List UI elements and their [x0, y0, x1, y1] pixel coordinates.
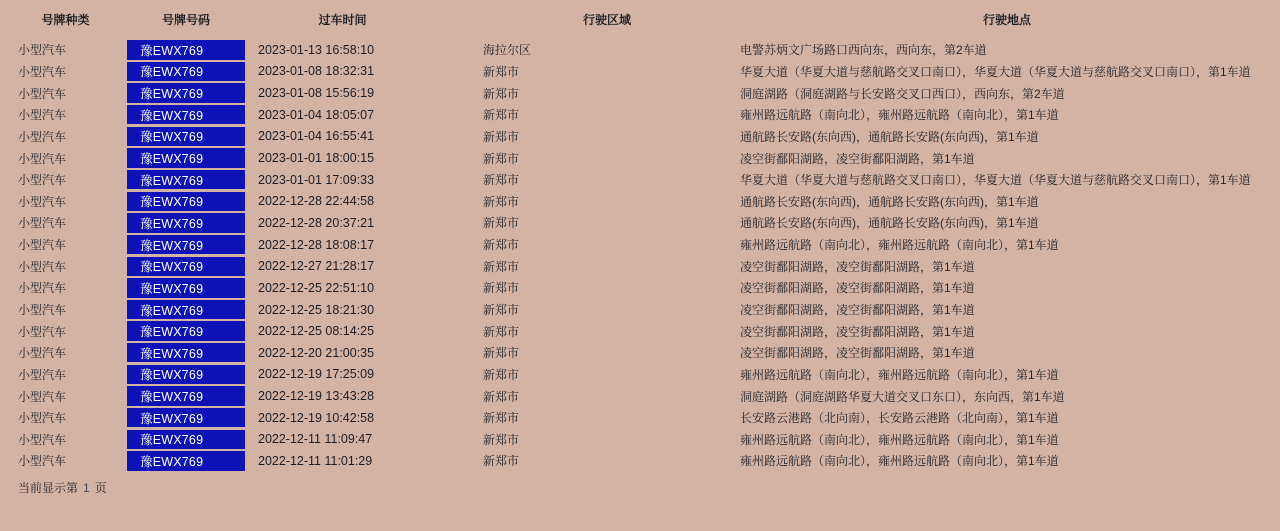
plate-number-cell [127, 342, 245, 364]
plate-type-cell: 小型汽车 [18, 432, 67, 447]
plate-type-cell: 小型汽车 [18, 129, 67, 144]
pass-time-cell: 2022-12-28 18:08:17 [258, 237, 375, 252]
pass-time-cell: 2023-01-01 18:00:15 [258, 151, 375, 166]
plate-type-cell: 小型汽车 [18, 389, 67, 404]
plate-type-cell: 小型汽车 [18, 43, 67, 58]
location-cell: 凌空街鄱阳湖路，凌空街鄱阳湖路，第1车道 [740, 346, 975, 361]
region-cell: 新郑市 [483, 303, 520, 317]
table-row [0, 299, 1280, 321]
region-cell: 新郑市 [483, 432, 520, 447]
location-cell: 雍州路远航路（南向北），雍州路远航路（南向北），第1车道 [740, 367, 1059, 382]
plate-number-cell [127, 147, 245, 169]
plate-type-cell: 小型汽车 [18, 64, 67, 79]
table-header-row [0, 0, 1280, 39]
plate-type-cell: 小型汽车 [18, 346, 67, 361]
pass-time-cell: 2022-12-27 21:28:17 [258, 259, 375, 274]
plate-type-cell: 小型汽车 [18, 173, 67, 188]
plate-type-cell: 小型汽车 [18, 367, 67, 382]
license-plate-badge: 豫EWX769 [127, 257, 245, 276]
license-plate-badge: 豫EWX769 [127, 386, 245, 405]
plate-number-cell [127, 277, 245, 299]
pass-time-cell: 2022-12-19 17:25:09 [258, 367, 375, 382]
column-header-location: 行驶地点 [982, 13, 1031, 27]
license-plate-badge: 豫EWX769 [127, 321, 245, 340]
pass-time-cell: 2022-12-19 10:42:58 [258, 410, 375, 425]
location-cell: 凌空街鄱阳湖路，凌空街鄱阳湖路，第1车道 [740, 151, 975, 166]
table-row [0, 169, 1280, 191]
location-cell: 通航路长安路(东向西)，通航路长安路(东向西)，第1车道 [740, 194, 1039, 209]
plate-number-cell [127, 385, 245, 407]
pass-time-cell: 2022-12-28 20:37:21 [258, 215, 375, 230]
location-cell: 雍州路远航路（南向北），雍州路远航路（南向北），第1车道 [740, 432, 1059, 447]
pass-time-cell: 2022-12-28 22:44:58 [258, 194, 375, 209]
pass-time-cell: 2023-01-13 16:58:10 [258, 42, 375, 57]
plate-number-cell [127, 126, 245, 148]
region-cell: 新郑市 [483, 346, 520, 361]
plate-number-cell [127, 299, 245, 321]
plate-type-cell: 小型汽车 [18, 259, 67, 274]
pass-time-cell: 2022-12-20 21:00:35 [258, 345, 375, 360]
region-cell: 新郑市 [483, 281, 520, 296]
location-cell: 长安路云港路（北向南），长安路云港路（北向南），第1车道 [740, 411, 1059, 426]
pass-time-cell: 2022-12-11 11:01:29 [258, 453, 373, 468]
plate-number-cell [127, 212, 245, 234]
license-plate-badge: 豫EWX769 [127, 430, 245, 449]
plate-type-cell: 小型汽车 [18, 303, 67, 317]
location-cell: 洞庭湖路（洞庭湖路华夏大道交叉口东口），东向西，第1车道 [740, 389, 1065, 404]
license-plate-badge: 豫EWX769 [127, 235, 245, 254]
table-row [0, 450, 1280, 472]
pass-time-cell: 2022-12-19 13:43:28 [258, 389, 375, 404]
table-body [0, 39, 1280, 472]
table-row [0, 212, 1280, 234]
plate-number-cell [127, 61, 245, 83]
region-cell: 新郑市 [483, 367, 520, 382]
location-cell: 华夏大道（华夏大道与慈航路交叉口南口），华夏大道（华夏大道与慈航路交叉口南口），第1车道 [740, 64, 1251, 79]
region-cell: 新郑市 [483, 194, 520, 209]
pass-time-cell: 2022-12-25 22:51:10 [258, 280, 375, 295]
region-cell: 新郑市 [483, 108, 520, 123]
region-cell: 新郑市 [483, 173, 520, 188]
location-cell: 凌空街鄱阳湖路，凌空街鄱阳湖路，第1车道 [740, 281, 975, 296]
location-cell: 电警苏炳文广场路口西向东，西向东，第2车道 [740, 43, 987, 58]
plate-number-cell [127, 429, 245, 451]
table-row [0, 385, 1280, 407]
license-plate-badge: 豫EWX769 [127, 408, 245, 427]
region-cell: 海拉尔区 [483, 43, 532, 58]
pass-time-cell: 2023-01-08 18:32:31 [258, 64, 375, 79]
license-plate-badge: 豫EWX769 [127, 278, 245, 297]
pass-time-cell: 2023-01-04 16:55:41 [258, 129, 375, 144]
region-cell: 新郑市 [483, 238, 520, 253]
plate-number-cell [127, 190, 245, 212]
table-row [0, 234, 1280, 256]
location-cell: 凌空街鄱阳湖路，凌空街鄱阳湖路，第1车道 [740, 324, 975, 339]
pass-time-cell: 2022-12-25 08:14:25 [258, 324, 375, 339]
plate-number-cell [127, 234, 245, 256]
license-plate-badge: 豫EWX769 [127, 365, 245, 384]
plate-type-cell: 小型汽车 [18, 86, 67, 101]
pass-time-cell: 2023-01-01 17:09:33 [258, 172, 375, 187]
location-cell: 雍州路远航路（南向北），雍州路远航路（南向北），第1车道 [740, 454, 1059, 469]
pagination-suffix: 页 [94, 481, 107, 495]
plate-type-cell: 小型汽车 [18, 108, 67, 123]
plate-type-cell: 小型汽车 [18, 216, 67, 231]
table-row [0, 190, 1280, 212]
plate-type-cell: 小型汽车 [18, 324, 67, 339]
plate-number-cell [127, 104, 245, 126]
location-cell: 雍州路远航路（南向北），雍州路远航路（南向北），第1车道 [740, 238, 1059, 253]
table-row [0, 39, 1280, 61]
pass-time-cell: 2022-12-11 11:09:47 [258, 432, 373, 447]
region-cell: 新郑市 [483, 389, 520, 404]
column-header-plate-number: 号牌号码 [161, 13, 210, 27]
license-plate-badge: 豫EWX769 [127, 300, 245, 319]
pagination-prefix: 当前显示第 [18, 481, 79, 495]
pagination-status [18, 479, 107, 496]
license-plate-badge: 豫EWX769 [127, 170, 245, 189]
pass-time-cell: 2023-01-04 18:05:07 [258, 107, 375, 122]
region-cell: 新郑市 [483, 216, 520, 231]
plate-number-cell [127, 169, 245, 191]
column-header-plate-type: 号牌种类 [41, 13, 90, 27]
license-plate-badge: 豫EWX769 [127, 127, 245, 146]
region-cell: 新郑市 [483, 411, 520, 426]
column-header-region: 行驶区域 [582, 13, 631, 27]
current-page-number: 1 [83, 481, 90, 495]
license-plate-badge: 豫EWX769 [127, 62, 245, 81]
location-cell: 通航路长安路(东向西)，通航路长安路(东向西)，第1车道 [740, 216, 1039, 231]
location-cell: 华夏大道（华夏大道与慈航路交叉口南口），华夏大道（华夏大道与慈航路交叉口南口），第1车道 [740, 173, 1251, 188]
location-cell: 通航路长安路(东向西)，通航路长安路(东向西)，第1车道 [740, 129, 1039, 144]
license-plate-badge: 豫EWX769 [127, 40, 245, 59]
table-row [0, 277, 1280, 299]
plate-number-cell [127, 450, 245, 472]
plate-type-cell: 小型汽车 [18, 281, 67, 296]
table-row [0, 407, 1280, 429]
region-cell: 新郑市 [483, 454, 520, 469]
pass-time-cell: 2023-01-08 15:56:19 [258, 86, 375, 101]
column-header-pass-time: 过车时间 [318, 13, 367, 27]
plate-type-cell: 小型汽车 [18, 454, 67, 469]
plate-number-cell [127, 407, 245, 429]
plate-type-cell: 小型汽车 [18, 194, 67, 209]
table-row [0, 126, 1280, 148]
license-plate-badge: 豫EWX769 [127, 343, 245, 362]
plate-type-cell: 小型汽车 [18, 411, 67, 426]
table-row [0, 255, 1280, 277]
table-row [0, 82, 1280, 104]
license-plate-badge: 豫EWX769 [127, 83, 245, 102]
table-row [0, 320, 1280, 342]
plate-number-cell [127, 255, 245, 277]
plate-number-cell [127, 39, 245, 61]
region-cell: 新郑市 [483, 64, 520, 79]
region-cell: 新郑市 [483, 129, 520, 144]
location-cell: 雍州路远航路（南向北），雍州路远航路（南向北），第1车道 [740, 108, 1059, 123]
plate-number-cell [127, 82, 245, 104]
plate-number-cell [127, 320, 245, 342]
location-cell: 凌空街鄱阳湖路，凌空街鄱阳湖路，第1车道 [740, 303, 975, 317]
plate-type-cell: 小型汽车 [18, 151, 67, 166]
license-plate-badge: 豫EWX769 [127, 148, 245, 167]
license-plate-badge: 豫EWX769 [127, 192, 245, 211]
table-row [0, 104, 1280, 126]
plate-number-cell [127, 364, 245, 386]
table-row [0, 61, 1280, 83]
license-plate-badge: 豫EWX769 [127, 451, 245, 470]
table-row [0, 342, 1280, 364]
table-row [0, 429, 1280, 451]
table-row [0, 147, 1280, 169]
location-cell: 凌空街鄱阳湖路，凌空街鄱阳湖路，第1车道 [740, 259, 975, 274]
license-plate-badge: 豫EWX769 [127, 213, 245, 232]
region-cell: 新郑市 [483, 86, 520, 101]
location-cell: 洞庭湖路（洞庭湖路与长安路交叉口西口），西向东，第2车道 [740, 86, 1065, 101]
license-plate-badge: 豫EWX769 [127, 105, 245, 124]
region-cell: 新郑市 [483, 324, 520, 339]
table-row [0, 364, 1280, 386]
region-cell: 新郑市 [483, 259, 520, 274]
pass-time-cell: 2022-12-25 18:21:30 [258, 302, 375, 317]
plate-type-cell: 小型汽车 [18, 238, 67, 253]
region-cell: 新郑市 [483, 151, 520, 166]
